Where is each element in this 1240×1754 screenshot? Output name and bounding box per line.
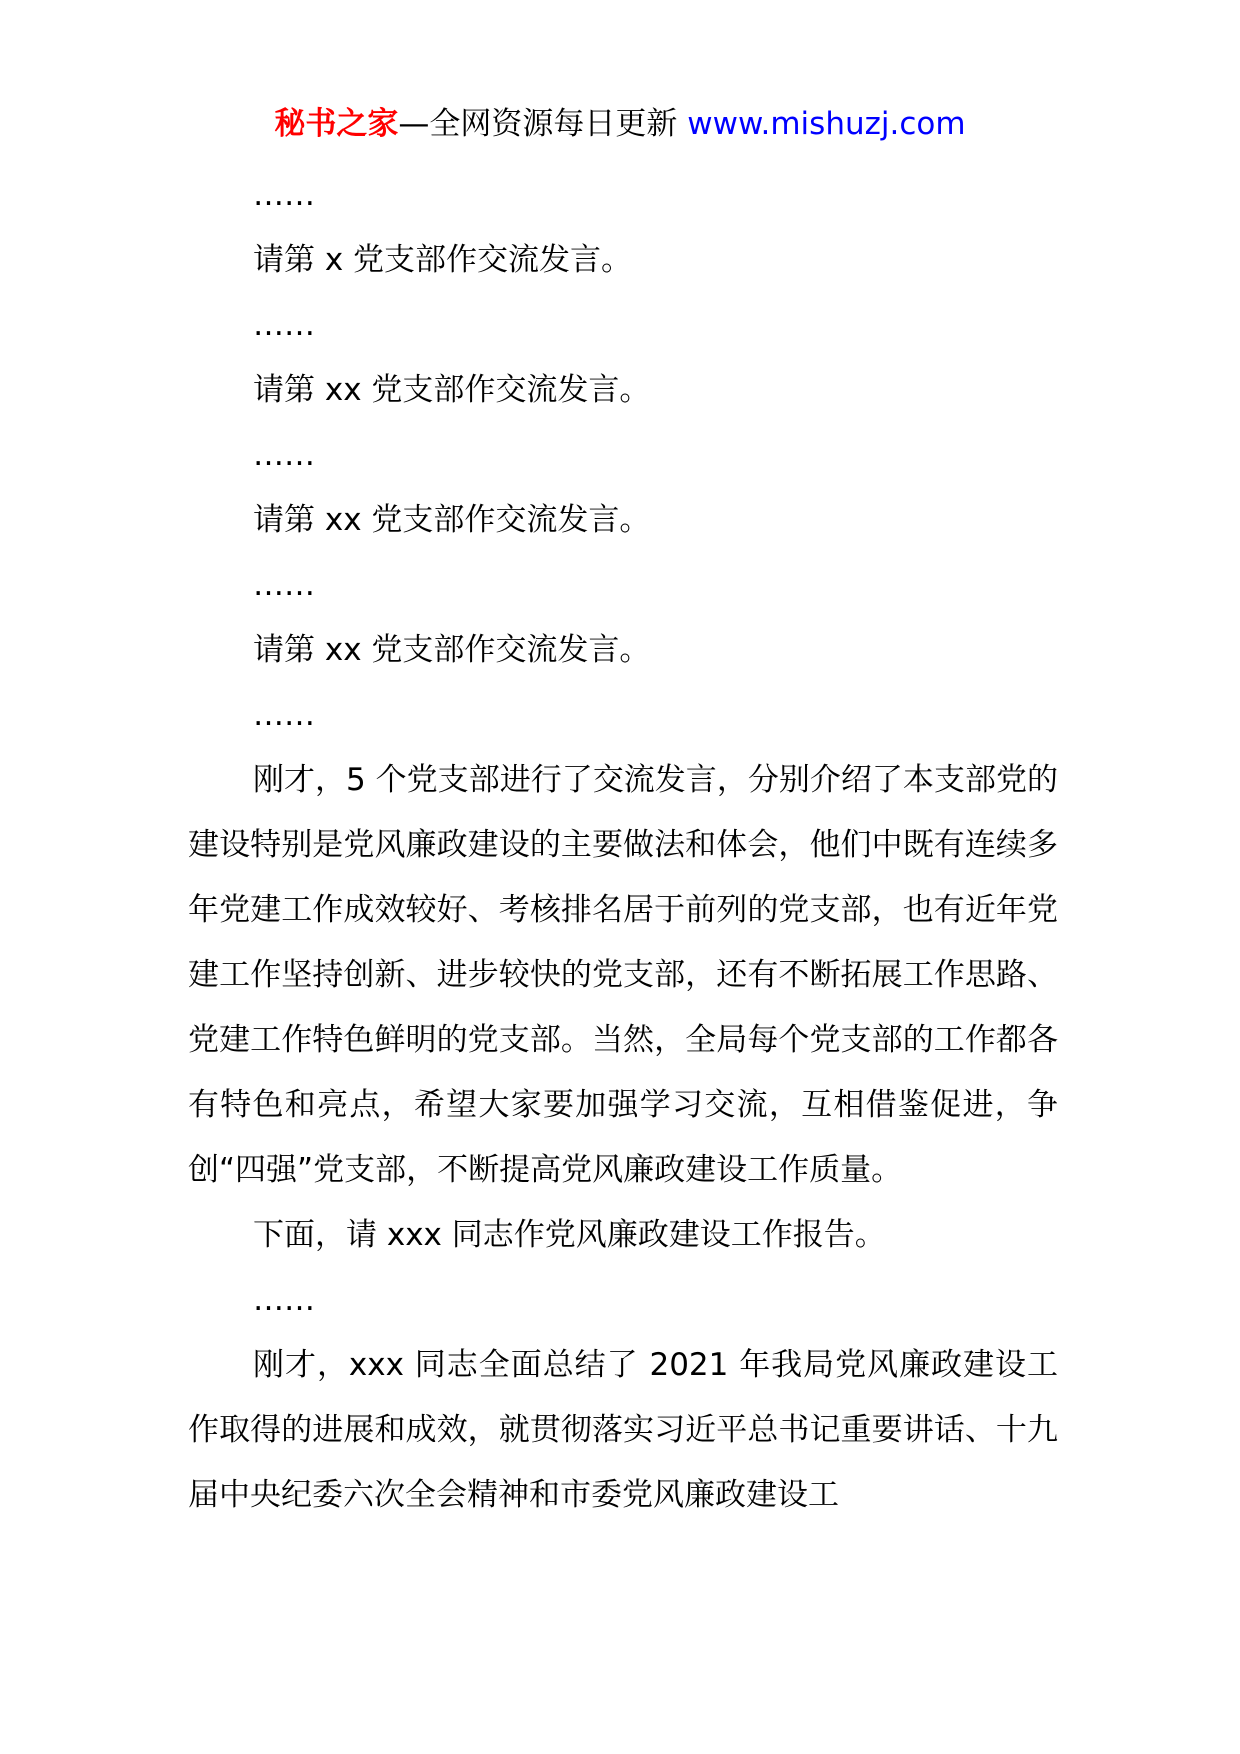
document-body [188, 163, 1058, 1528]
paragraph: …… [253, 1282, 315, 1318]
paragraph: …… [253, 567, 315, 603]
paragraph: …… [253, 437, 315, 473]
paragraph: …… [253, 177, 315, 213]
paragraph: 请第 x 党支部作交流发言。 [253, 242, 633, 278]
paragraph: 请第 xx 党支部作交流发言。 [253, 372, 651, 408]
header-slogan: —全网资源每日更新 [398, 106, 678, 142]
paragraph: 请第 xx 党支部作交流发言。 [253, 632, 651, 668]
header-brand: 秘书之家 [274, 106, 399, 142]
paragraph: …… [253, 697, 315, 733]
header-url-link[interactable]: www.mishuzj.com [687, 106, 966, 142]
paragraph: 请第 xx 党支部作交流发言。 [253, 502, 651, 538]
paragraph: 下面，请 xxx 同志作党风廉政建设工作报告。 [253, 1217, 886, 1253]
paragraph: 刚才，5 个党支部进行了交流发言，分别介绍了本支部党的建设特别是党风廉政建设的主要做法和体会，他们中既有连续多年党建工作成效较好、考核排名居于前列的党支部，也有近年党建工作坚持创新、进步较快的党支部，还有不断拓展工作思路、党建工作特色鲜明的党支部。当然，全局每个党支部的工作都各有特色和亮点，希望大家要加强学习交流，互相借鉴促进，争创“四强”党支部，不断提高党风廉政建设工作质量。 [188, 762, 1058, 1188]
paragraph: 刚才，xxx 同志全面总结了 2021 年我局党风廉政建设工作取得的进展和成效，就贯彻落实习近平总书记重要讲话、十九届中央纪委六次全会精神和市委党风廉政建设工 [188, 1347, 1058, 1513]
paragraph: …… [253, 307, 315, 343]
document-header [0, 100, 1240, 148]
